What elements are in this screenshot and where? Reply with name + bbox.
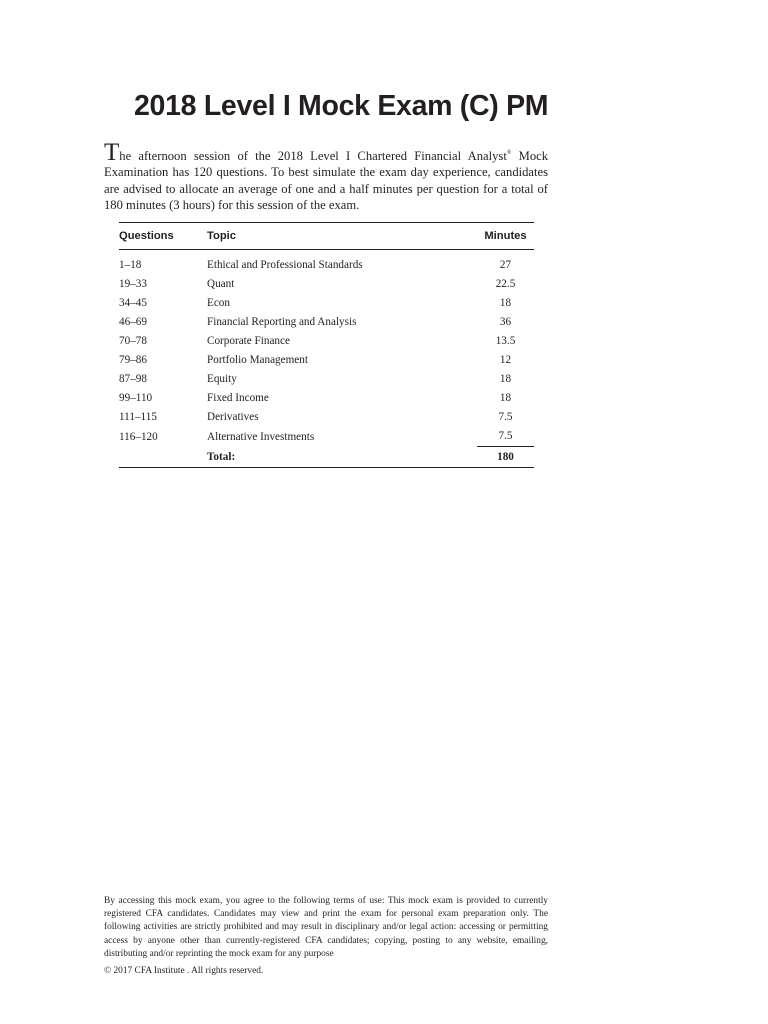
intro-text-end: Mock Examination has 120 questions. To best simulate the exam day experience, candidates are advised to allocate an average of one and a half minutes per question for a total of 180 minutes (3 hours) for this session of the exam.: [104, 149, 548, 213]
row-questions: 79–86: [119, 354, 147, 367]
row-questions: 87–98: [119, 373, 147, 386]
row-topic: Portfolio Management: [207, 354, 308, 367]
page-title: 2018 Level I Mock Exam (C) PM: [134, 90, 549, 122]
row-topic: Econ: [207, 296, 230, 309]
table-row: [119, 331, 534, 350]
table-row: [119, 427, 534, 447]
row-topic: Alternative Investments: [207, 430, 315, 443]
row-minutes: 7.5: [498, 411, 513, 424]
header-minutes: Minutes: [477, 223, 534, 250]
row-questions: 99–110: [119, 392, 153, 405]
row-minutes: 18: [499, 392, 512, 405]
dropcap-letter: T: [104, 139, 120, 166]
row-questions: 34–45: [119, 296, 147, 309]
table-header-row: [119, 223, 534, 250]
row-minutes: 22.5: [495, 277, 516, 290]
row-topic: Financial Reporting and Analysis: [207, 315, 357, 328]
row-minutes: 36: [499, 315, 512, 328]
row-topic: Derivatives: [207, 411, 259, 424]
table-total-row: [119, 446, 534, 467]
registered-mark: ®: [506, 150, 512, 156]
terms-of-use: By accessing this mock exam, you agree to the following terms of use: This mock exam is provided to currently registered CFA candidates. Candidates may view and print the exam for personal exam preparation only. The following activities are strictly prohibited and may result in disciplinary and/or legal action: accessing or permitting access by anyone other than currently-registered CFA candidates; copying, posting to any website, emailing, distributing and/or reprinting the mock exam for any purpose: [104, 896, 548, 959]
table-row: [119, 370, 534, 389]
row-topic: Corporate Finance: [207, 334, 290, 347]
table-row: [119, 350, 534, 369]
row-questions: 111–115: [119, 411, 157, 424]
row-minutes: 13.5: [495, 334, 516, 347]
header-topic: Topic: [207, 223, 477, 250]
intro-text-start: he afternoon session of the 2018 Level I Chartered Financial Analyst: [119, 149, 507, 163]
table-row: [119, 274, 534, 293]
row-topic: Quant: [207, 277, 235, 290]
table-row: [119, 250, 534, 275]
intro-paragraph: [104, 139, 548, 214]
row-questions: 70–78: [119, 334, 147, 347]
row-topic: Fixed Income: [207, 392, 269, 405]
row-questions: 1–18: [119, 258, 142, 271]
row-minutes: 18: [499, 296, 512, 309]
table-row: [119, 312, 534, 331]
row-questions: 116–120: [119, 430, 158, 443]
row-topic: Ethical and Professional Standards: [207, 258, 363, 271]
row-questions: 46–69: [119, 315, 147, 328]
total-label: Total:: [207, 446, 477, 467]
row-minutes: 18: [499, 373, 512, 386]
table-row: [119, 389, 534, 408]
table-body: [119, 250, 534, 468]
row-topic: Equity: [207, 373, 237, 386]
topic-minutes-table: [119, 222, 534, 468]
row-questions: 19–33: [119, 277, 147, 290]
header-questions: Questions: [119, 223, 207, 250]
row-minutes: 7.5: [498, 430, 513, 443]
total-minutes: 180: [477, 446, 534, 467]
table-row: [119, 408, 534, 427]
row-minutes: 27: [499, 258, 512, 271]
table-row: [119, 293, 534, 312]
copyright-notice: © 2017 CFA Institute . All rights reserved.: [104, 966, 264, 976]
total-questions-cell: [119, 446, 207, 467]
row-minutes: 12: [499, 354, 512, 367]
